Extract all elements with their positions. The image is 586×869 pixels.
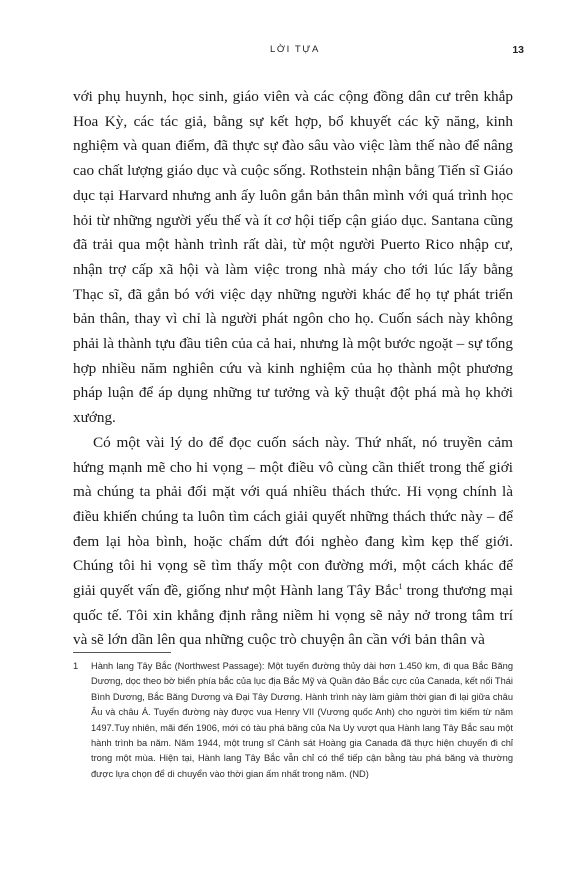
footnote-reference[interactable]: 1 bbox=[398, 582, 403, 592]
paragraph-text-after-note: trong thương mại quốc tế. Tôi xin khẳng định rằng niềm hi vọng sẽ nảy nở trong tâm trí và sẽ lớn dần lên qua những cuộc trò chuyện ân cần với bản thân và bbox=[73, 582, 513, 649]
footnote bbox=[73, 659, 513, 782]
main-text bbox=[73, 85, 513, 653]
page-number: 13 bbox=[512, 44, 524, 56]
paragraph-continued: với phụ huynh, học sinh, giáo viên và các cộng đồng dân cư trên khắp Hoa Kỳ, các tác giả, bằng sự kết hợp, bổ khuyết các kỹ năng, kinh nghiệm và quan điểm, đã thực sự đào sâu vào việc làm thế nào để nâng cao chất lượng giáo dục và cuộc sống. Rothstein nhận bằng Tiến sĩ Giáo dục tại Harvard nhưng anh ấy luôn gắn bản thân mình với quá trình học hỏi từ những người yếu thế và ít cơ hội tiếp cận giáo dục. Santana cũng đã trải qua một hành trình rất dài, từ một người Puerto Rico nhập cư, nhận trợ cấp xã hội và làm việc trong nhà máy cho tới lúc lấy bằng Thạc sĩ, đã gắn bó với việc dạy những người khác để họ tự phát triển bản thân, thay vì chỉ là người phát ngôn cho họ. Cuốn sách này không phải là thành tựu đầu tiên của cả hai, nhưng là một bước ngoặt – sự tổng hợp nhiều năm nghiên cứu và kinh nghiệm của họ thành một phương pháp luận để áp dụng những tư tưởng và kỹ thuật đột phá mà họ khởi xướng. bbox=[73, 88, 513, 427]
chapter-title: LỜI TỰA bbox=[270, 44, 320, 55]
paragraph-text-before-note: Có một vài lý do để đọc cuốn sách này. Thứ nhất, nó truyền cảm hứng mạnh mẽ cho hi vọng – một điều vô cùng cần thiết trong thế giới mà chúng ta phải đối mặt với quá nhiều thách thức. Hi vọng chính là điều khiến chúng ta luôn tìm cách giải quyết những thách thức này – để đem lại hòa bình, hoặc chấm dứt đói nghèo đang kìm kẹp thế giới. Chúng tôi hi vọng sẽ tìm thấy một con đường mới, một cách khác để giải quyết vấn đề, giống như một Hành lang Tây Bắc bbox=[73, 433, 513, 600]
footnote-divider bbox=[73, 652, 171, 653]
footnote-number: 1 bbox=[73, 661, 79, 671]
paragraph-reasons bbox=[73, 431, 513, 653]
running-header bbox=[0, 44, 586, 60]
footnote-text: Hành lang Tây Bắc (Northwest Passage): Một tuyến đường thủy dài hơn 1.450 km, đi qua Bắc Băng Dương, dọc theo bờ biển phía bắc của lục địa Bắc Mỹ và Quần đảo Bắc cực của Canada, kết nối Thái Bình Dương, Bắc Băng Dương và Đại Tây Dương. Hành trình này làm giảm thời gian đi lại giữa châu Âu và châu Á. Tuyến đường này được vua Henry VII (Vương quốc Anh) cho người tìm kiếm từ năm 1497.Tuy nhiên, mãi đến 1906, mới có tàu phá băng của Na Uy vượt qua Hành lang Tây Bắc sau một hành trình ba năm. Năm 1944, một trung sĩ Cảnh sát Hoàng gia Canada đã thực hiện chuyến đi chỉ trong một mùa. Hiện tại, Hành lang Tây Bắc vẫn chỉ có thể tiếp cận bằng tàu phá băng và thường được lựa chọn để di chuyển vào thời gian ấm nhất trong năm. (ND) bbox=[91, 661, 513, 779]
